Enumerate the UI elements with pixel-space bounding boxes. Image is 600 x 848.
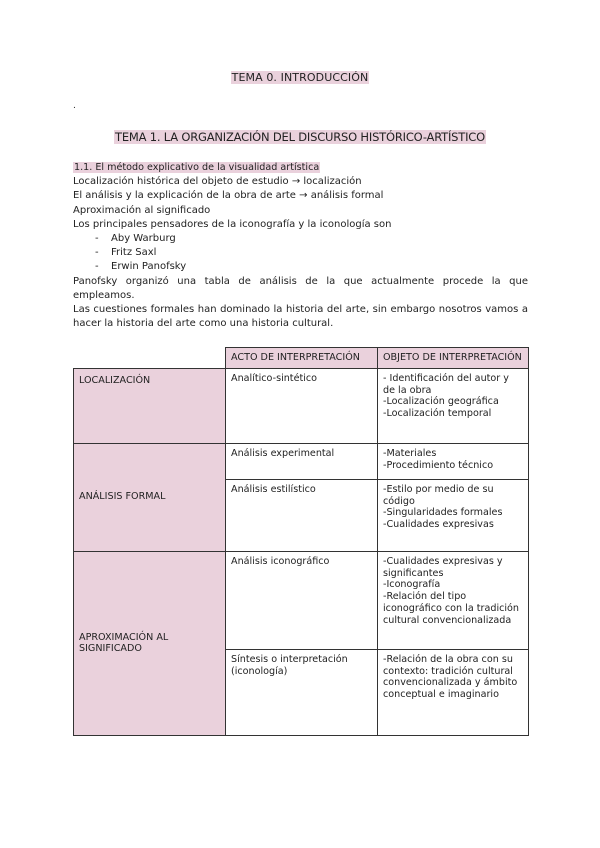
objeto-cell: - Identificación del autor y de la obra -Localización geográfica -Localización temporal [378, 368, 529, 443]
stray-dot: . [73, 101, 76, 111]
acto-cell: Análisis estilístico [226, 479, 378, 551]
acto-cell: Análisis iconográfico [226, 551, 378, 649]
section-heading-line [73, 161, 528, 175]
table-row [74, 368, 529, 443]
acto-cell: Síntesis o interpretación (iconología) [226, 649, 378, 735]
analysis-table [73, 347, 529, 736]
paragraph-cultural: Las cuestiones formales han dominado la historia del arte, sin embargo nosotros vamos a hacer la historia del arte como una historia cultural. [73, 304, 528, 330]
line-localizacion: Localización histórica del objeto de estudio → localización [73, 176, 362, 188]
acto-cell: Análisis experimental [226, 443, 378, 479]
line-pensadores: Los principales pensadores de la iconografía y la iconología son [73, 218, 392, 230]
row-label-localizacion: LOCALIZACIÓN [74, 368, 226, 443]
thinkers-list [73, 232, 528, 275]
table-header-row [74, 348, 529, 369]
row-label-analisis-formal: ANÁLISIS FORMAL [74, 443, 226, 551]
tema0-title: TEMA 0. INTRODUCCIÓN [231, 71, 369, 84]
header-objeto: OBJETO DE INTERPRETACIÓN [378, 348, 529, 369]
objeto-cell: -Estilo por medio de su código -Singularidades formales -Cualidades expresivas [378, 479, 529, 551]
objeto-cell: -Materiales -Procedimiento técnico [378, 443, 529, 479]
header-blank-cell [74, 348, 226, 369]
line-aproximacion: Aproximación al significado [73, 204, 211, 216]
table-row [74, 551, 529, 649]
line-analisis: El análisis y la explicación de la obra de arte → análisis formal [73, 190, 384, 202]
tema1-title-wrap [0, 130, 600, 144]
objeto-cell: -Cualidades expresivas y significantes -Iconografía -Relación del tipo iconográfico con la tradición cultural convencionalizada [378, 551, 529, 649]
paragraph-panofsky: Panofsky organizó una tabla de análisis de la que actualmente procede la que empleamos. [73, 275, 528, 301]
row-label-aproximacion: APROXIMACIÓN AL SIGNIFICADO [74, 551, 226, 735]
header-acto: ACTO DE INTERPRETACIÓN [226, 348, 378, 369]
thinker-item: - Erwin Panofsky [95, 260, 528, 274]
objeto-cell: -Relación de la obra con su contexto: tradición cultural convencionalizada y ámbito conceptual e imaginario [378, 649, 529, 735]
thinker-item: - Fritz Saxl [95, 246, 528, 260]
acto-cell: Analítico-sintético [226, 368, 378, 443]
tema1-title: TEMA 1. LA ORGANIZACIÓN DEL DISCURSO HISTÓRICO-ARTÍSTICO [115, 130, 485, 144]
thinker-item: - Aby Warburg [95, 232, 528, 246]
section-heading: 1.1. El método explicativo de la visualidad artística [74, 162, 320, 173]
tema0-title-wrap [0, 71, 600, 84]
section-body [73, 161, 528, 331]
table-row [74, 443, 529, 479]
